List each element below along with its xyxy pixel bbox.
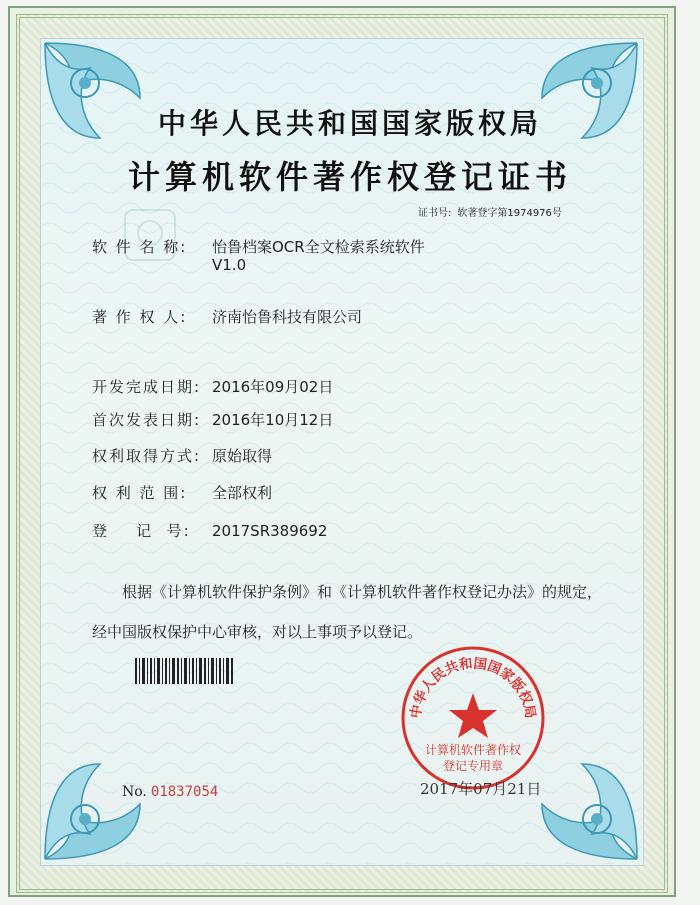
field-software-name	[92, 236, 425, 257]
cert-no-label: 证书号:	[418, 208, 452, 219]
field-value: V1.0	[212, 256, 247, 274]
legal-basis-text: 根据《计算机软件保护条例》和《计算机软件著作权登记办法》的规定，经中国版权保护中心审核，对以上事项予以登记。	[92, 583, 603, 641]
field-value: 怡鲁档案OCR全文检索系统软件	[212, 238, 425, 256]
field-label: 著 作 权 人:	[92, 308, 188, 326]
field-label: 权 利 范 围:	[92, 484, 188, 502]
field-acquisition-method	[92, 445, 272, 466]
serial-label: No.	[122, 784, 147, 800]
field-registration-number	[92, 520, 327, 541]
field-label: 首次发表日期:	[92, 411, 202, 429]
field-label: 登 记 号:	[92, 522, 191, 540]
corner-ornament-icon	[40, 754, 150, 864]
field-completion-date	[92, 376, 333, 397]
field-copyright-owner	[92, 306, 362, 327]
field-rights-scope	[92, 482, 272, 503]
field-value: 原始取得	[212, 447, 273, 465]
barcode-icon	[135, 658, 233, 684]
field-value: 全部权利	[212, 484, 273, 502]
seal-ring-text: 中华人民共和国国家版权局	[407, 655, 539, 720]
field-publication-date	[92, 409, 333, 430]
seal-line1: 计算机软件著作权	[424, 743, 522, 757]
cert-no-value: 软著登字第1974976号	[457, 208, 562, 219]
certificate-title: 计算机软件著作权登记证书	[127, 158, 572, 196]
seal-line2: 登记专用章	[442, 759, 504, 773]
official-seal-icon	[398, 643, 548, 793]
field-value: 济南怡鲁科技有限公司	[212, 308, 363, 326]
field-value: 2016年10月12日	[212, 411, 334, 429]
issue-date: 2017年07月21日	[420, 780, 542, 798]
field-label: 开发完成日期:	[92, 378, 202, 396]
field-label: 软 件 名 称:	[92, 238, 188, 256]
field-software-version	[212, 256, 246, 274]
serial-value: 01837054	[150, 784, 219, 800]
corner-ornament-icon	[532, 754, 642, 864]
serial-number	[122, 784, 218, 800]
field-value: 2016年09月02日	[212, 378, 334, 396]
issuer-heading: 中华人民共和国国家版权局	[157, 107, 542, 140]
certificate-number	[418, 204, 568, 219]
field-value: 2017SR389692	[212, 522, 328, 540]
field-label: 权利取得方式:	[92, 447, 202, 465]
